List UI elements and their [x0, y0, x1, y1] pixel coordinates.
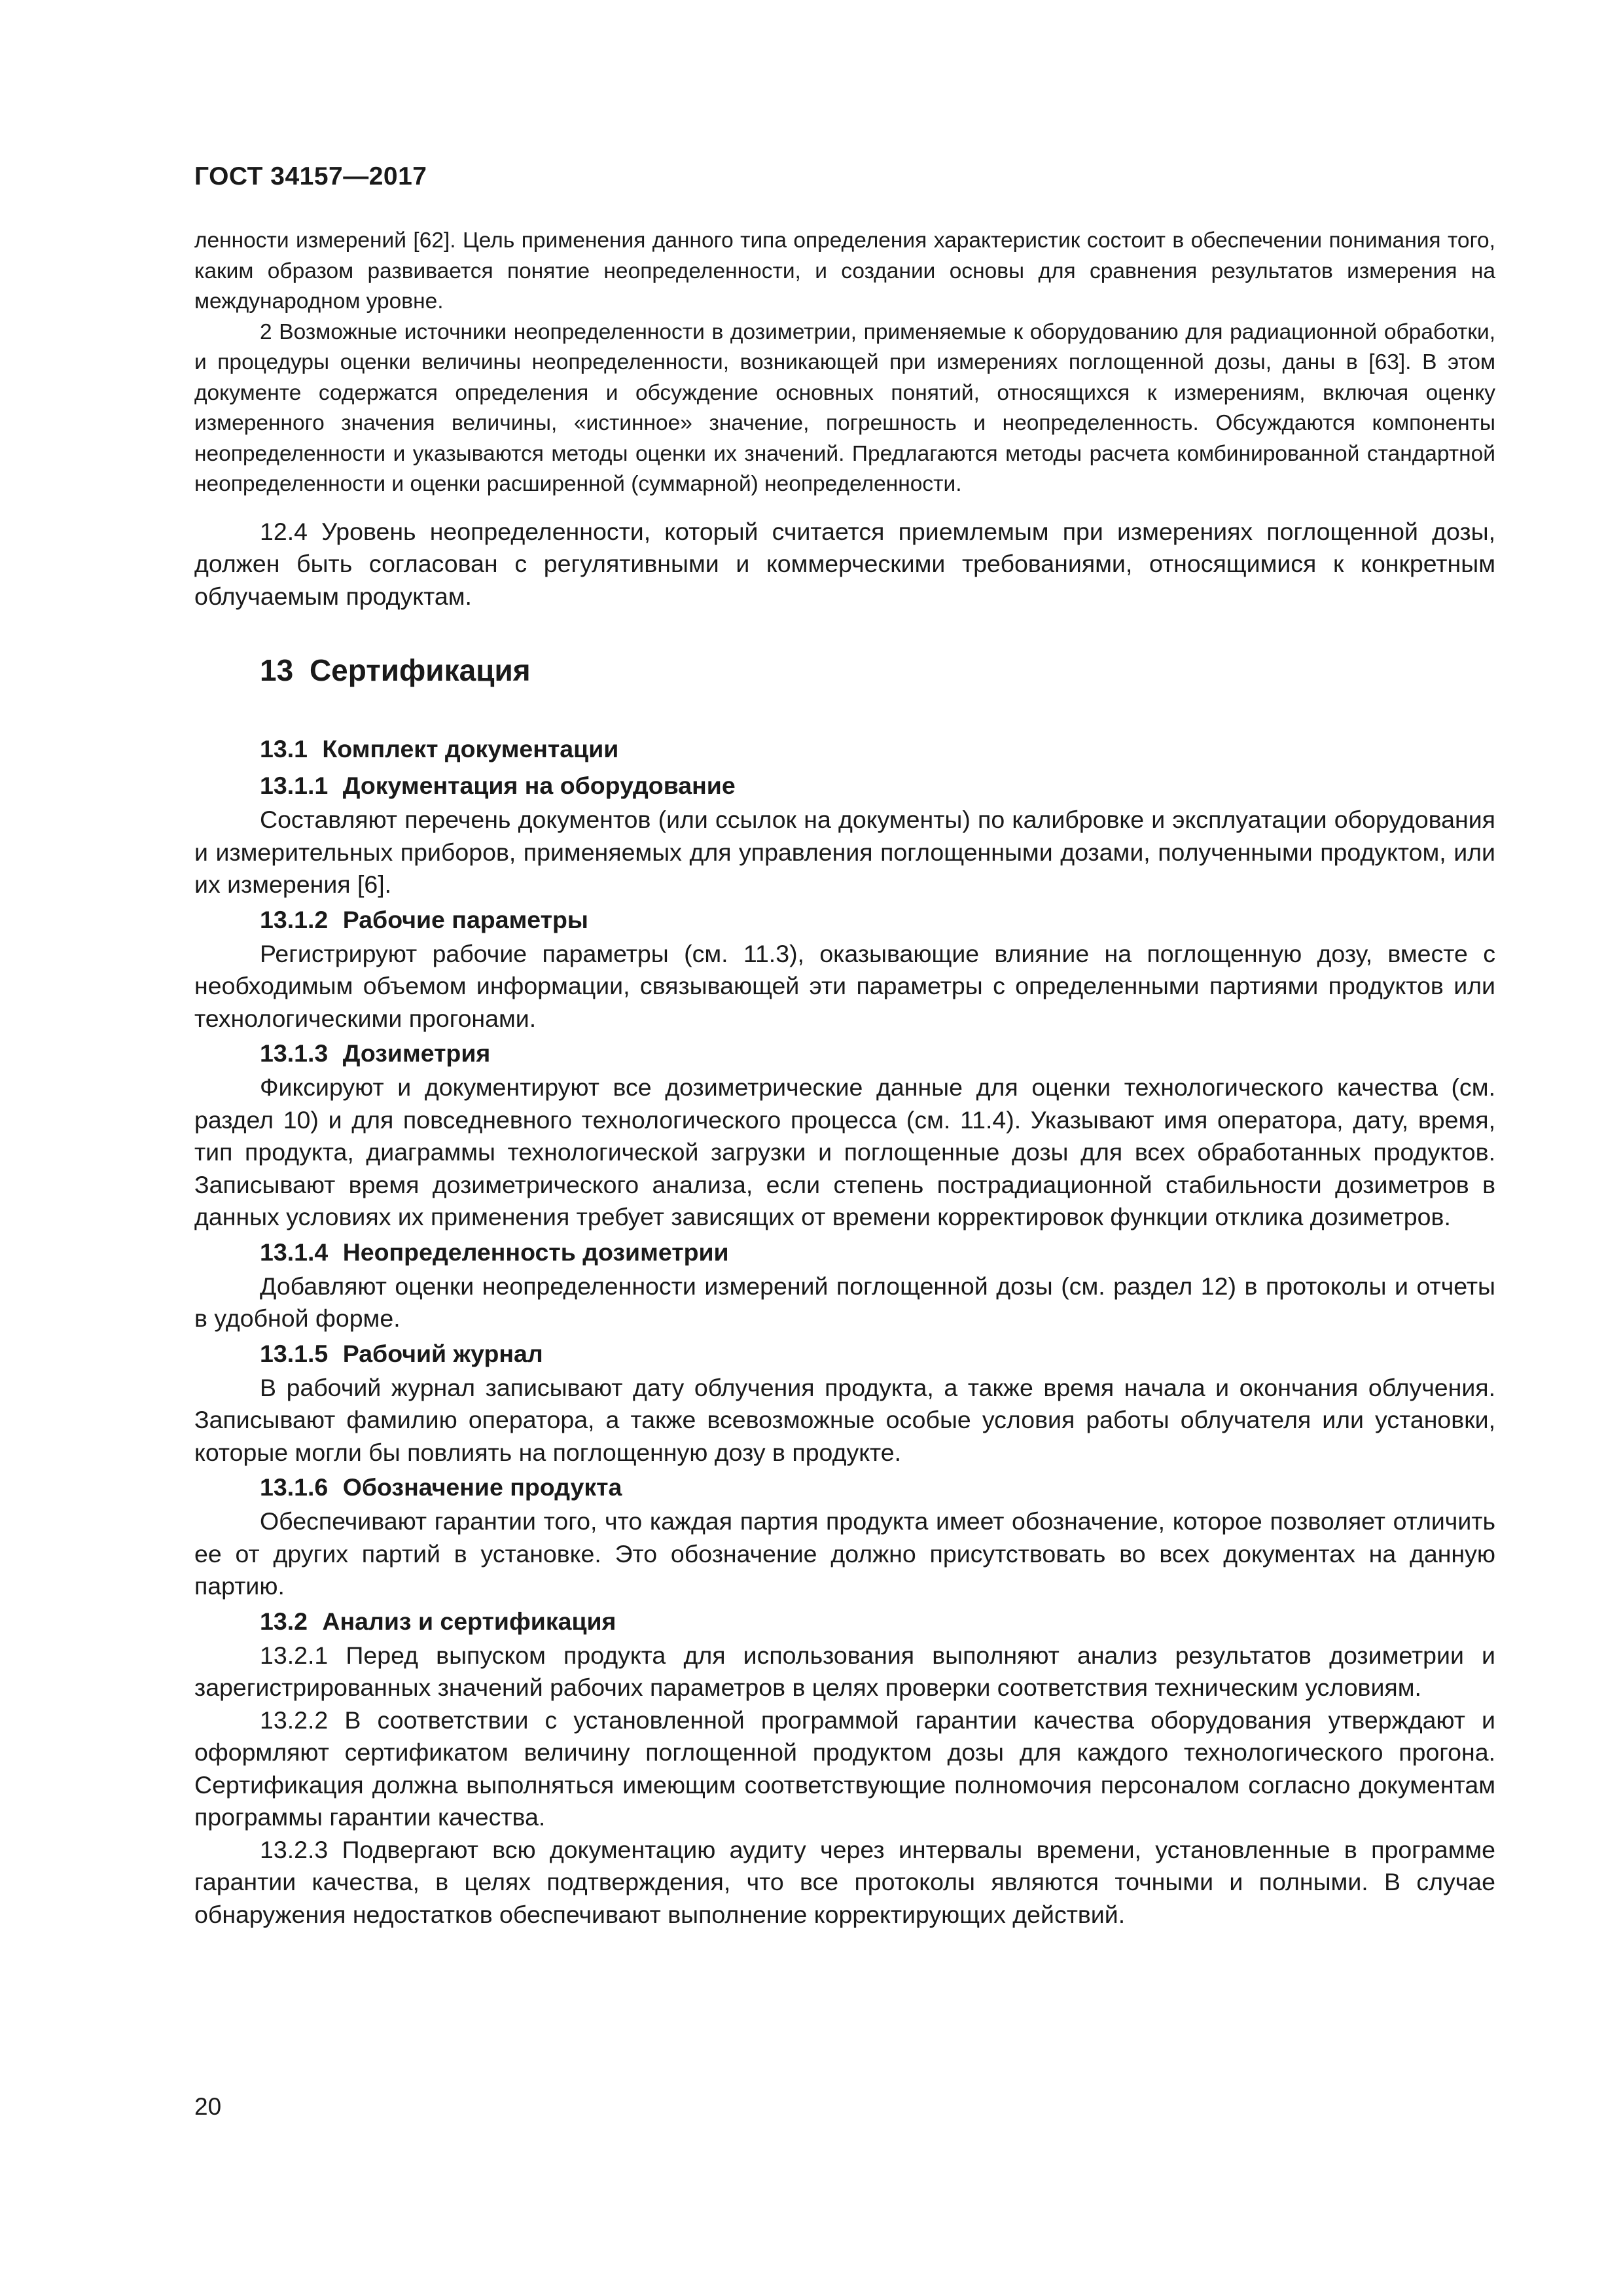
- heading-number: 13.1: [260, 735, 308, 762]
- heading-title: Комплект документации: [322, 735, 619, 762]
- heading-13-1-5: [260, 1335, 1495, 1372]
- paragraph-13-1-4: Добавляют оценки неопределенности измерений поглощенной дозы (см. раздел 12) в протоколы и отчеты в удобной форме.: [194, 1272, 1495, 1332]
- heading-number: 13.1.6: [260, 1473, 329, 1501]
- paragraph-13-2-2: 13.2.2 В соответствии с установленной программой гарантии качества оборудования утверждают и оформляют сертификатом величину поглощенной продуктом дозы для каждого технологического прогона. Сертификация должна выполняться имеющим соответствующие полномочия персоналом согласно документам программы гарантии качества.: [194, 1706, 1495, 1831]
- heading-number: 13.1.4: [260, 1238, 329, 1266]
- section-title: Сертификация: [309, 653, 531, 687]
- paragraph-13-2-3: 13.2.3 Подвергают всю документацию аудиту через интервалы времени, установленные в программе гарантии качества, в целях подтверждения, что все протоколы являются точными и полными. В случае обнаружения недостатков обеспечивают выполнение корректирующих действий.: [194, 1835, 1495, 1928]
- section-13-heading: [260, 651, 1495, 690]
- paragraph-13-1-5: В рабочий журнал записывают дату облучения продукта, а также время начала и окончания облучения. Записывают фамилию оператора, а также всевозможные особые условия работы облучателя или установки, которые могли бы повлиять на поглощенную дозу в продукте.: [194, 1373, 1495, 1466]
- heading-13-2: [260, 1603, 1495, 1640]
- heading-13-1-4: [260, 1234, 1495, 1270]
- heading-13-1-1: [260, 767, 1495, 804]
- paragraph-13-1-1: Составляют перечень документов (или ссылок на документы) по калибровке и эксплуатации оборудования и измерительных приборов, применяемых для управления поглощенными дозами, полученными продуктом, или их измерения [6].: [194, 806, 1495, 898]
- heading-13-1: [260, 730, 1495, 767]
- notes-block: [194, 226, 1495, 500]
- note-2: 2 Возможные источники неопределенности в дозиметрии, применяемые к оборудованию для радиационной обработки, и процедуры оценки величины неопределенности, возникающей при измерениях поглощенной дозы, даны в [63]. В этом документе содержатся определения и обсуждение основных понятий, относящихся к измерениям, включая оценку измеренного значения величины, «истинное» значение, погрешность и неопределенность. Обсуждаются компоненты неопределенности и указываются методы оценки их значений. Предлагаются методы расчета комбинированной стандартной неопределенности и оценки расширенной (суммарной) неопределенности.: [194, 319, 1495, 496]
- heading-number: 13.1.1: [260, 772, 329, 799]
- note-continuation: ленности измерений [62]. Цель применения данного типа определения характеристик состоит в обеспечении понимания того, каким образом развивается понятие неопределенности, и создании основы для сравнения результатов измерения на международном уровне.: [194, 228, 1495, 314]
- heading-title: Дозиметрия: [342, 1039, 491, 1067]
- paragraph-12-4: 12.4 Уровень неопределенности, который считается приемлемым при измерениях поглощенной дозы, должен быть согласован с регулятивными и коммерческими требованиями, относящимися к конкретным облучаемым продуктам.: [194, 517, 1495, 610]
- page-number: 20: [194, 2093, 222, 2120]
- paragraph-13-1-6: Обеспечивают гарантии того, что каждая партия продукта имеет обозначение, которое позволяет отличить ее от других партий в установке. Это обозначение должно присутствовать во всех документах на данную партию.: [194, 1507, 1495, 1600]
- paragraph-13-2-1: 13.2.1 Перед выпуском продукта для использования выполняют анализ результатов дозиметрии и зарегистрированных значений рабочих параметров в целях проверки соответствия техническим условиям.: [194, 1641, 1495, 1701]
- heading-title: Рабочие параметры: [342, 905, 588, 933]
- heading-title: Рабочий журнал: [342, 1339, 543, 1367]
- heading-13-1-2: [260, 901, 1495, 938]
- heading-13-1-6: [260, 1469, 1495, 1505]
- heading-number: 13.2: [260, 1607, 308, 1635]
- heading-number: 13.1.5: [260, 1339, 329, 1367]
- paragraph-13-1-3: Фиксируют и документируют все дозиметрические данные для оценки технологического качества (см. раздел 10) и для повседневного технологического процесса (см. 11.4). Указывают имя оператора, дату, время, тип продукта, диаграммы технологической загрузки и поглощенные дозы для всех обработанных продуктов. Записывают время дозиметрического анализа, если степень пострадиационной стабильности дозиметров в данных условиях их применения требует зависящих от времени корректировок функции отклика дозиметров.: [194, 1073, 1495, 1230]
- section-number: 13: [260, 653, 294, 687]
- heading-number: 13.1.2: [260, 905, 329, 933]
- paragraph-13-1-2: Регистрируют рабочие параметры (см. 11.3), оказывающие влияние на поглощенную дозу, вместе с необходимым объемом информации, связывающей эти параметры с определенными партиями продуктов или технологическими прогонами.: [194, 939, 1495, 1032]
- heading-title: Документация на оборудование: [342, 772, 736, 799]
- heading-title: Анализ и сертификация: [322, 1607, 616, 1635]
- heading-number: 13.1.3: [260, 1039, 329, 1067]
- heading-13-1-3: [260, 1035, 1495, 1071]
- page-content: [194, 226, 1495, 1931]
- heading-title: Неопределенность дозиметрии: [342, 1238, 729, 1266]
- document-header: ГОСТ 34157—2017: [194, 162, 427, 190]
- heading-title: Обозначение продукта: [342, 1473, 622, 1501]
